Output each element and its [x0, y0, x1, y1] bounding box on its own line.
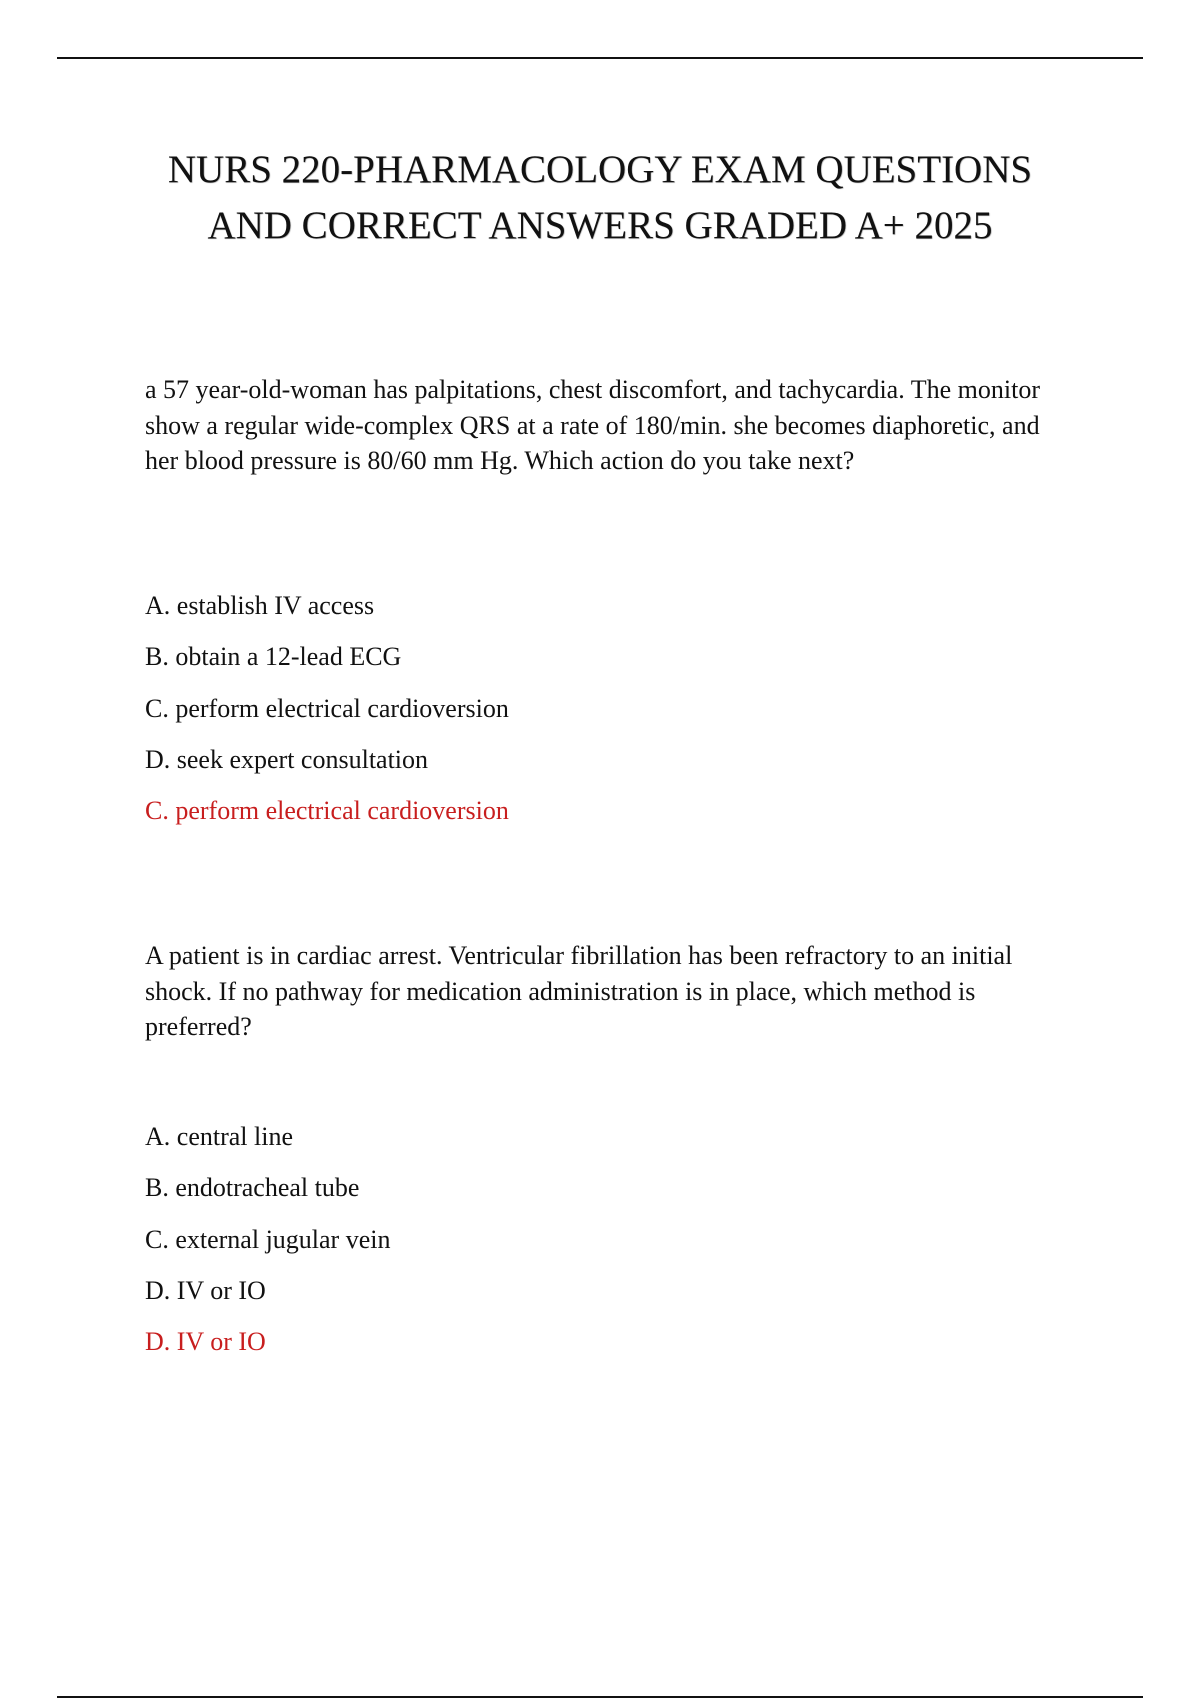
question-1-option-c: C. perform electrical cardioversion: [145, 693, 509, 723]
question-1-answer: C. perform electrical cardioversion: [145, 796, 509, 826]
question-1-option-d: D. seek expert consultation: [145, 744, 429, 774]
question-2-options: [145, 1111, 1045, 1367]
question-2-option-a: A. central line: [145, 1122, 293, 1151]
document-title: [100, 142, 1100, 254]
top-rule: [57, 57, 1143, 59]
title-line-1: NURS 220-PHARMACOLOGY EXAM QUESTIONS: [167, 148, 1033, 191]
question-2-option-b: B. endotracheal tube: [145, 1173, 360, 1203]
question-2-answer: D. IV or IO: [145, 1327, 266, 1357]
title-line-2: AND CORRECT ANSWERS GRADED A+ 2025: [207, 204, 993, 247]
bottom-rule: [57, 1696, 1143, 1698]
question-1-options: [145, 580, 1045, 836]
question-2-option-d: D. IV or IO: [145, 1275, 266, 1305]
question-2-text: A patient is in cardiac arrest. Ventricular fibrillation has been refractory to an initial shock. If no pathway for medication administration is in place, which method is preferred?: [145, 941, 1013, 1041]
question-1-option-b: B. obtain a 12-lead ECG: [145, 642, 402, 672]
question-1-option-a: A. establish IV access: [145, 591, 375, 620]
question-1-text: a 57 year-old-woman has palpitations, chest discomfort, and tachycardia. The monitor show a regular wide-complex QRS at a rate of 180/min. she becomes diaphoretic, and her blood pressure is 80/60 mm Hg. Which action do you take next?: [145, 375, 1041, 475]
question-2-option-c: C. external jugular vein: [145, 1224, 391, 1254]
